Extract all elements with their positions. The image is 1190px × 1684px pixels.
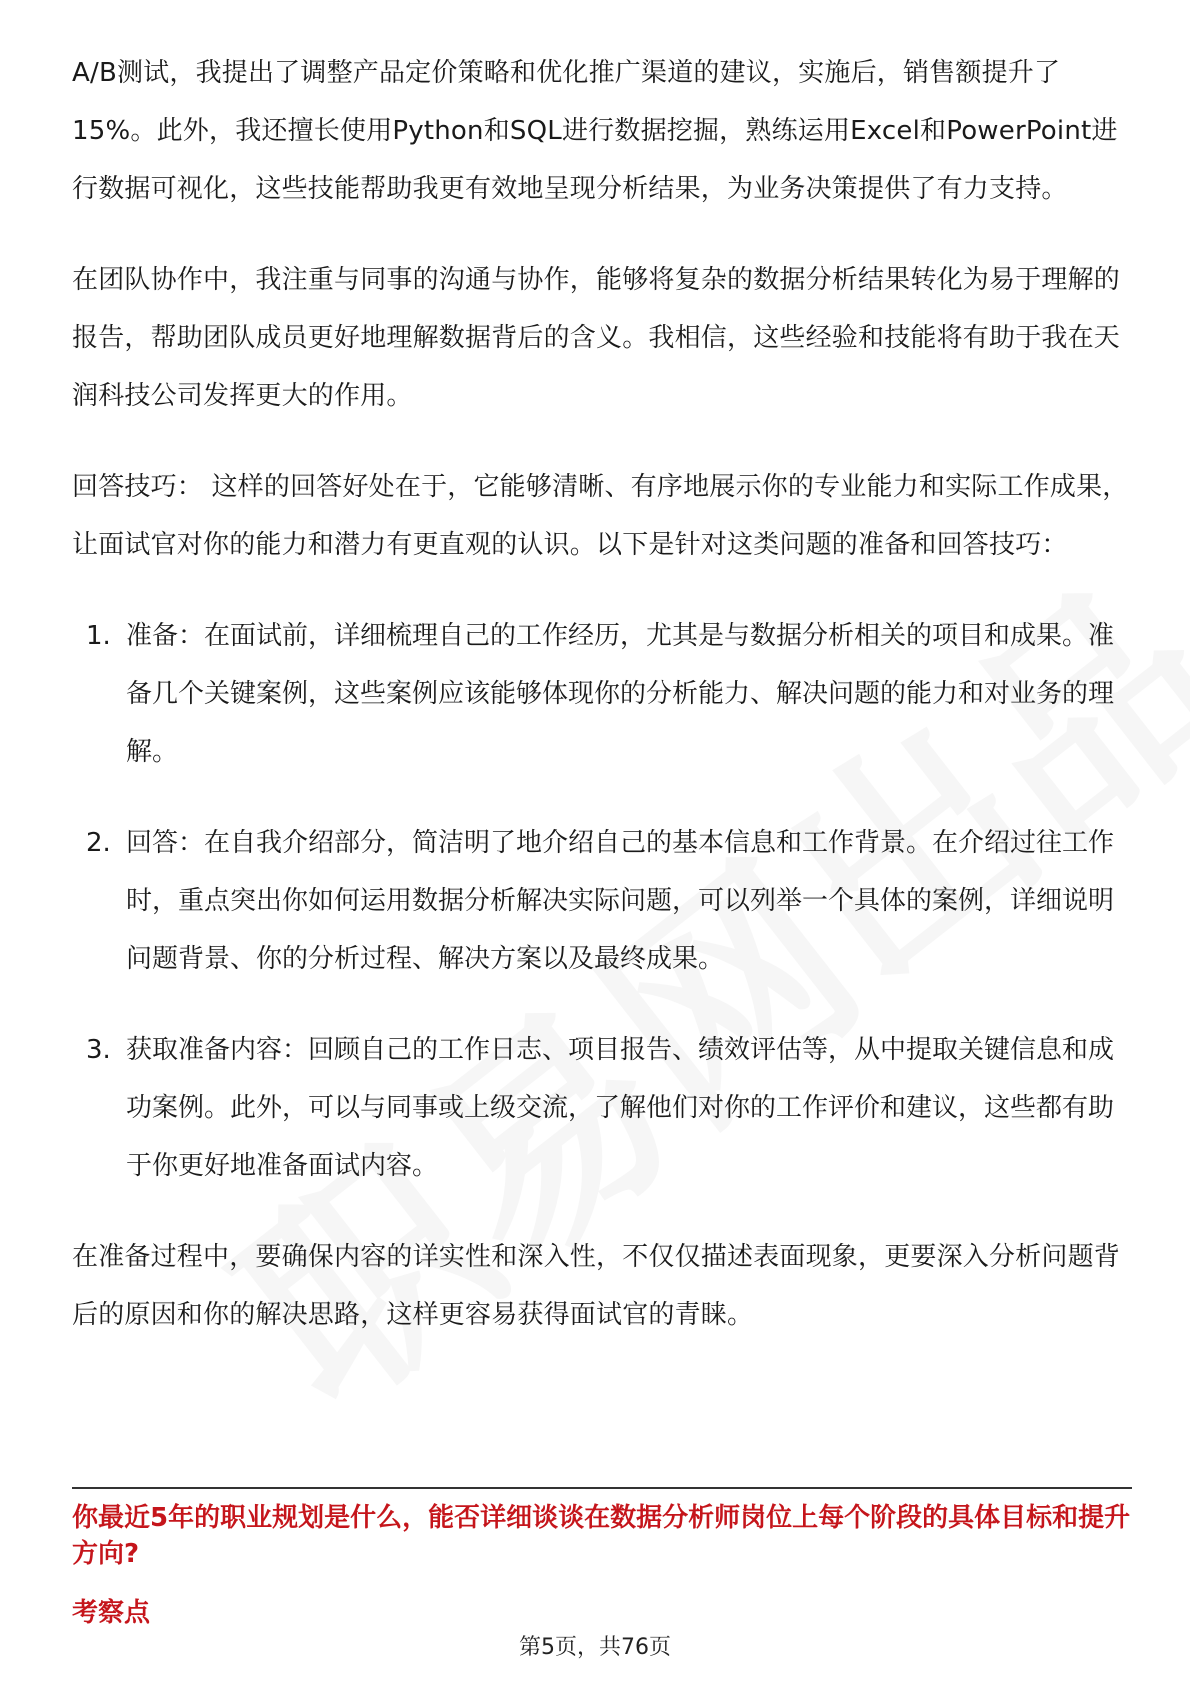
list-item-text: 准备：在面试前，详细梳理自己的工作经历，尤其是与数据分析相关的项目和成果。准备几个关键案例，这些案例应该能够体现你的分析能力、解决问题的能力和对业务的理解。 (126, 621, 1115, 767)
section-label: 考察点 (72, 1598, 151, 1628)
list-number: 3. (86, 1035, 111, 1065)
section-divider (72, 1487, 1132, 1489)
list-item-text: 回答：在自我介绍部分，简洁明了地介绍自己的基本信息和工作背景。在介绍过往工作时，重点突出你如何运用数据分析解决实际问题，可以列举一个具体的案例，详细说明问题背景、你的分析过程、解决方案以及最终成果。 (126, 828, 1115, 974)
list-number: 1. (86, 621, 111, 651)
list-item (72, 1021, 1132, 1195)
list-item (72, 607, 1132, 781)
page-number: 第5页，共76页 (519, 1635, 671, 1660)
question-heading: 你最近5年的职业规划是什么，能否详细谈谈在数据分析师岗位上每个阶段的具体目标和提升方向? (72, 1503, 1131, 1569)
document-body (72, 44, 1132, 1377)
list-item-text: 获取准备内容：回顾自己的工作日志、项目报告、绩效评估等，从中提取关键信息和成功案例。此外，可以与同事或上级交流，了解他们对你的工作评价和建议，这些都有助于你更好地准备面试内容。 (126, 1035, 1115, 1181)
paragraph: 在团队协作中，我注重与同事的沟通与协作，能够将复杂的数据分析结果转化为易于理解的报告，帮助团队成员更好地理解数据背后的含义。我相信，这些经验和技能将有助于我在天润科技公司发挥更大的作用。 (72, 265, 1121, 411)
list-number: 2. (86, 828, 111, 858)
tips-list (72, 607, 1132, 1195)
paragraph: A/B测试，我提出了调整产品定价策略和优化推广渠道的建议，实施后，销售额提升了15%。此外，我还擅长使用Python和SQL进行数据挖掘，熟练运用Excel和PowerPoint进行数据可视化，这些技能帮助我更有效地呈现分析结果，为业务决策提供了有力支持。 (72, 58, 1118, 204)
list-item (72, 814, 1132, 988)
answer-tips-intro: 回答技巧： 这样的回答好处在于，它能够清晰、有序地展示你的专业能力和实际工作成果，让面试官对你的能力和潜力有更直观的认识。以下是针对这类问题的准备和回答技巧： (72, 472, 1129, 560)
closing-paragraph: 在准备过程中，要确保内容的详实性和深入性，不仅仅描述表面现象，更要深入分析问题背后的原因和你的解决思路，这样更容易获得面试官的青睐。 (72, 1242, 1121, 1330)
